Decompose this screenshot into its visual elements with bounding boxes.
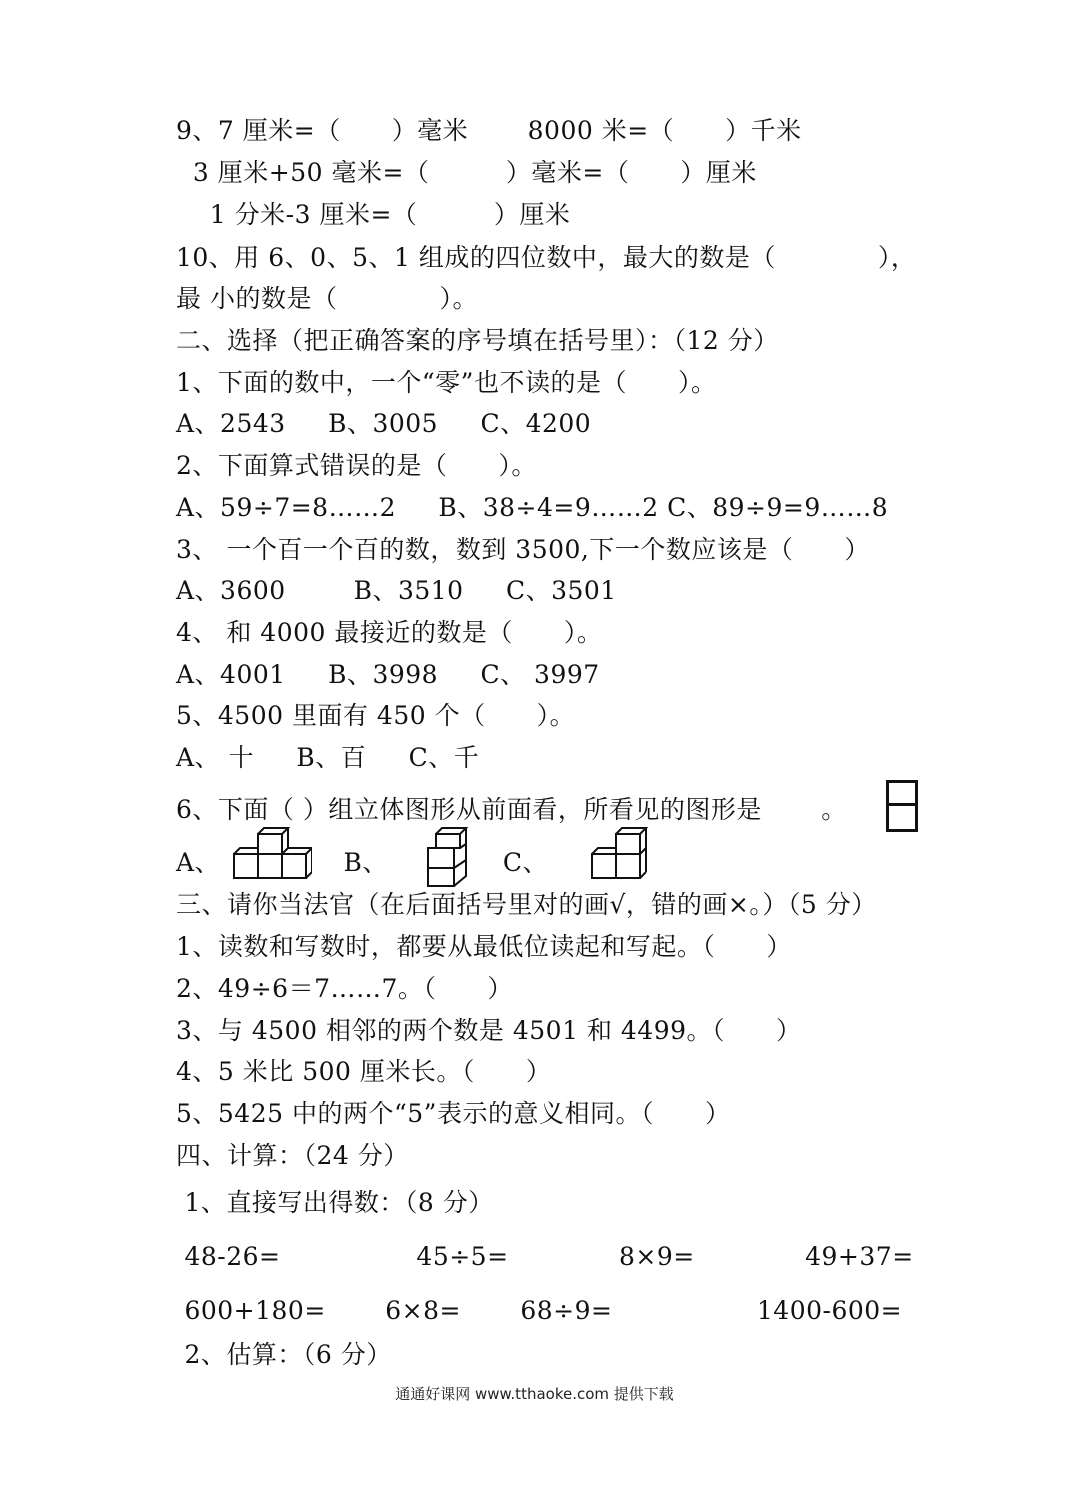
question-9-line-2: 3 厘米+50 毫米=（ ）毫米=（ ）厘米 [176, 158, 757, 187]
choice-4-question: 4、 和 4000 最接近的数是（ ）。 [176, 618, 603, 647]
judge-2: 2、49÷6＝7……7。（ ） [176, 974, 513, 1003]
judge-4: 4、5 米比 500 厘米长。（ ） [176, 1057, 552, 1086]
choice-2-options: A、59÷7=8……2 B、38÷4=9……2 C、89÷9=9……8 [176, 493, 889, 522]
question-9-line-3: 1 分米-3 厘米=（ ）厘米 [176, 200, 571, 229]
choice-5-question: 5、4500 里面有 450 个（ ）。 [176, 701, 576, 730]
judge-3: 3、与 4500 相邻的两个数是 4501 和 4499。（ ） [176, 1016, 802, 1045]
option-a-cubes-image [232, 826, 312, 882]
question-10-line-1: 10、用 6、0、5、1 组成的四位数中，最大的数是（ ）， [176, 243, 917, 272]
choice-4-options: A、4001 B、3998 C、 3997 [176, 660, 600, 689]
section-3-heading: 三、请你当法官（在后面括号里对的画√，错的画×。）（5 分） [176, 890, 877, 919]
question-9-line-1: 9、7 厘米=（ ）毫米 8000 米=（ ）千米 [176, 116, 802, 145]
judge-5: 5、5425 中的两个“5”表示的意义相同。（ ） [176, 1099, 731, 1128]
choice-3-options: A、3600 B、3510 C、3501 [176, 576, 617, 605]
question-10-line-2: 最 小的数是（ ）。 [176, 284, 478, 313]
section-2-heading: 二、选择（把正确答案的序号填在括号里）：（12 分） [176, 326, 779, 355]
calc-row-1: 48-26= 45÷5= 8×9= 49+37= [176, 1242, 914, 1271]
calc-1-heading: 1、直接写出得数：（8 分） [176, 1188, 494, 1217]
section-4-heading: 四、计算：（24 分） [176, 1141, 409, 1170]
choice-6-question: 6、下面（ ）组立体图形从前面看，所看见的图形是 。 [176, 795, 847, 824]
choice-2-question: 2、下面算式错误的是（ ）。 [176, 451, 537, 480]
option-c-cubes-image [590, 826, 648, 882]
footer-source: 通通好课网 www.tthaoke.com 提供下载 [395, 1385, 674, 1403]
choice-1-question: 1、下面的数中，一个“零”也不读的是（ ）。 [176, 368, 717, 397]
calc-row-2: 600+180= 6×8= 68÷9= 1400-600= [176, 1296, 903, 1325]
calc-2-heading: 2、估算：（6 分） [176, 1340, 392, 1369]
option-b-cubes-image [426, 826, 472, 888]
judge-1: 1、读数和写数时，都要从最低位读起和写起。（ ） [176, 932, 792, 961]
choice-5-options: A、 十 B、百 C、千 [176, 743, 480, 772]
front-view-square-bottom [886, 803, 918, 832]
choice-6-options: A、 B、 C、 [176, 848, 549, 877]
choice-1-options: A、2543 B、3005 C、4200 [176, 409, 592, 438]
choice-3-question: 3、 一个百一个百的数，数到 3500,下一个数应该是（ ） [176, 535, 870, 564]
